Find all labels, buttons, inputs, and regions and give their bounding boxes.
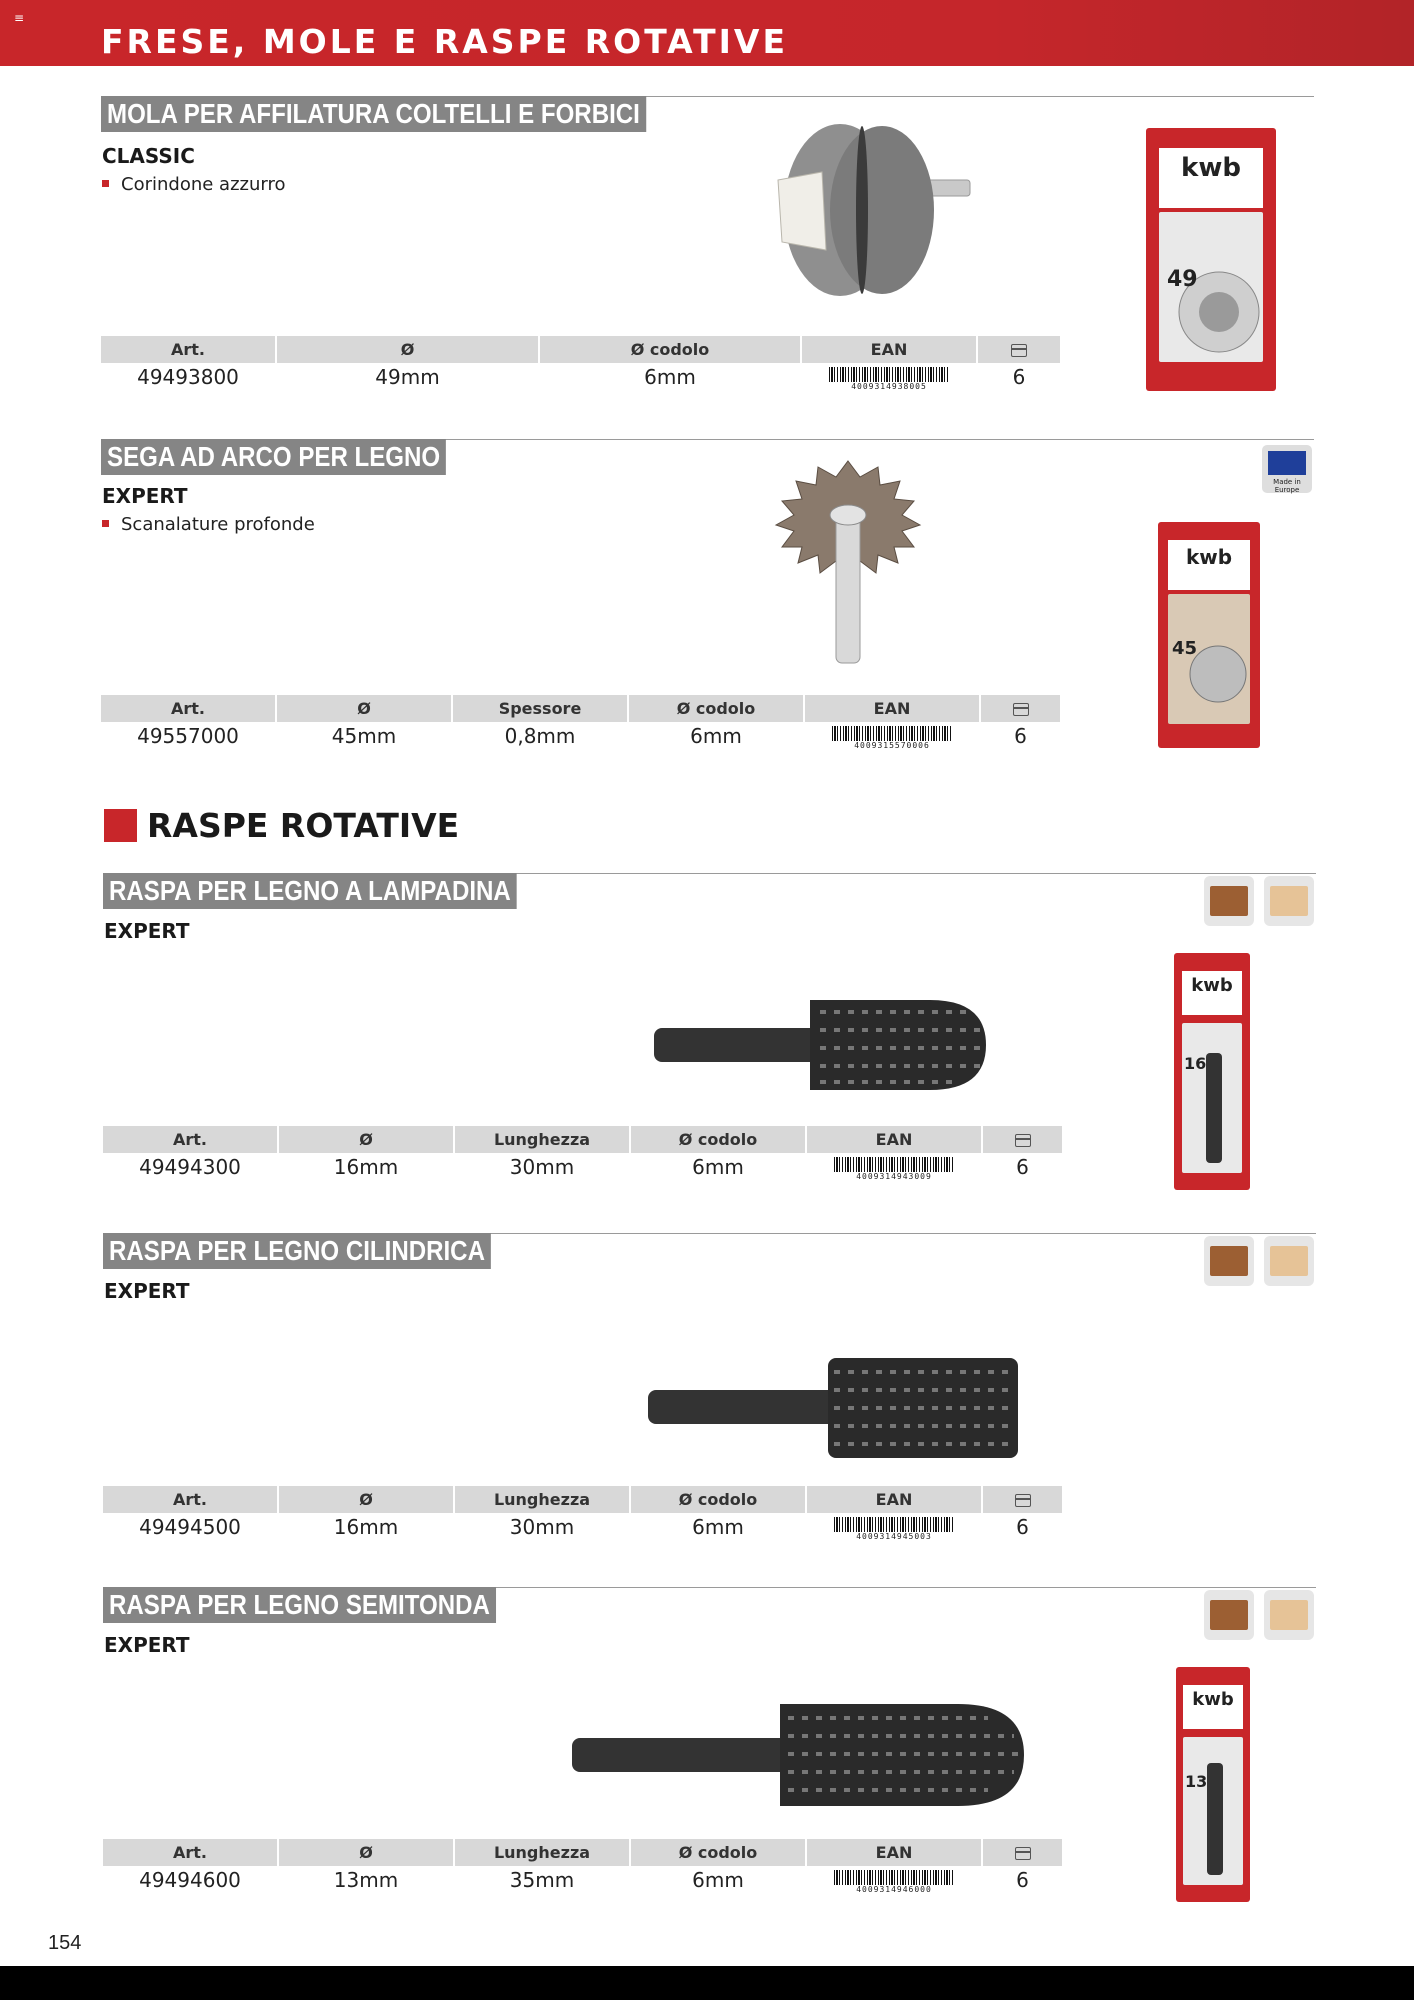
col-ean: EAN	[807, 1486, 981, 1513]
spec-value-row	[101, 363, 1060, 392]
ean-barcode: 4009314945003	[834, 1517, 954, 1541]
value-ean	[807, 1513, 981, 1542]
half-round-rasp-image	[568, 1700, 1028, 1810]
ean-barcode: 4009314938005	[829, 367, 949, 391]
header-bar	[0, 0, 1414, 66]
col-shank: Ø codolo	[629, 695, 803, 722]
bullet-icon	[102, 520, 109, 527]
value-pack-qty: 6	[1012, 365, 1026, 389]
ean-barcode: 4009314946000	[834, 1870, 954, 1894]
brand-logo: kwb	[1182, 971, 1243, 1015]
product-title: SEGA AD ARCO PER LEGNO	[101, 439, 446, 475]
value-diameter: 49mm	[375, 365, 440, 389]
package-product-icon	[1182, 1023, 1242, 1173]
page-title: FRESE, MOLE E RASPE ROTATIVE	[101, 22, 789, 61]
product-line: CLASSIC	[102, 144, 195, 168]
brand-logo: kwb	[1183, 1685, 1242, 1729]
spec-header-row	[103, 1126, 1062, 1153]
spec-value-row	[103, 1513, 1062, 1542]
col-thickness: Spessore	[453, 695, 627, 722]
value-art: 49493800	[137, 365, 239, 389]
section-marker	[104, 809, 137, 842]
value-art: 49494500	[139, 1515, 241, 1539]
package-window	[1183, 1737, 1242, 1885]
spec-table	[103, 1839, 1062, 1895]
col-ean: EAN	[807, 1839, 981, 1866]
value-diameter: 16mm	[333, 1155, 399, 1179]
package-window	[1168, 594, 1250, 724]
svg-text:45: 45	[1172, 638, 1198, 659]
brand-logo: kwb	[1159, 148, 1263, 208]
value-thickness: 0,8mm	[504, 724, 576, 748]
value-length: 30mm	[509, 1155, 575, 1179]
value-shank: 6mm	[692, 1155, 744, 1179]
spec-table	[103, 1486, 1062, 1542]
value-length: 30mm	[509, 1515, 575, 1539]
hardwood-icon	[1204, 1590, 1254, 1640]
product-title: MOLA PER AFFILATURA COLTELLI E FORBICI	[101, 96, 646, 132]
value-pack-qty: 6	[1016, 1868, 1029, 1892]
col-diameter: Ø	[277, 336, 538, 363]
spec-header-row	[103, 1486, 1062, 1513]
col-pack	[981, 695, 1060, 722]
col-diameter: Ø	[279, 1486, 453, 1513]
feature-item	[102, 174, 285, 196]
col-length: Lunghezza	[455, 1486, 629, 1513]
made-in-europe-badge: Made in Europe	[1262, 445, 1312, 493]
spec-header-row	[101, 336, 1060, 363]
product-package	[1146, 128, 1276, 391]
package-box-icon	[1013, 703, 1029, 716]
value-shank: 6mm	[692, 1515, 744, 1539]
value-ean	[805, 722, 979, 751]
feature-text: Corindone azzurro	[121, 174, 286, 195]
value-diameter: 16mm	[333, 1515, 399, 1539]
bullet-icon	[102, 180, 109, 187]
package-product-icon	[1183, 1737, 1243, 1885]
spec-table	[101, 336, 1060, 392]
product-package	[1158, 522, 1260, 748]
spec-table	[101, 695, 1060, 751]
col-shank: Ø codolo	[540, 336, 800, 363]
footer-bar	[0, 1966, 1414, 2000]
product-line: EXPERT	[104, 919, 190, 943]
value-shank: 6mm	[644, 365, 696, 389]
product-title: RASPA PER LEGNO CILINDRICA	[103, 1233, 491, 1269]
package-box-icon	[1011, 344, 1027, 357]
value-ean	[807, 1866, 981, 1895]
value-diameter: 13mm	[333, 1868, 399, 1892]
package-window	[1159, 212, 1263, 362]
package-box-icon	[1015, 1847, 1031, 1860]
hardwood-icon	[1204, 876, 1254, 926]
brand-logo: kwb	[1168, 540, 1250, 590]
value-shank: 6mm	[690, 724, 742, 748]
col-art: Art.	[101, 695, 275, 722]
col-art: Art.	[103, 1486, 277, 1513]
product-title: RASPA PER LEGNO A LAMPADINA	[103, 873, 517, 909]
col-length: Lunghezza	[455, 1126, 629, 1153]
col-shank: Ø codolo	[631, 1126, 805, 1153]
value-art: 49557000	[137, 724, 239, 748]
bulb-rasp-image	[650, 990, 990, 1100]
value-ean	[802, 363, 976, 392]
page-number: 154	[48, 1932, 82, 1954]
section-title: RASPE ROTATIVE	[147, 806, 460, 845]
col-pack	[983, 1486, 1062, 1513]
value-diameter: 45mm	[331, 724, 397, 748]
package-window	[1182, 1023, 1243, 1173]
eu-flag-icon	[1268, 451, 1306, 475]
svg-text:49: 49	[1167, 267, 1198, 292]
feature-text: Scanalature profonde	[121, 514, 315, 535]
col-art: Art.	[103, 1839, 277, 1866]
spec-value-row	[103, 1153, 1062, 1182]
value-art: 49494300	[139, 1155, 241, 1179]
hardwood-icon	[1204, 1236, 1254, 1286]
product-title: RASPA PER LEGNO SEMITONDA	[103, 1587, 496, 1623]
cylinder-rasp-image	[644, 1354, 1024, 1464]
svg-text:13: 13	[1185, 1772, 1208, 1791]
product-line: EXPERT	[104, 1279, 190, 1303]
col-art: Art.	[101, 336, 275, 363]
hamburger-icon[interactable]: ≡	[14, 11, 25, 25]
grinding-wheel-image	[770, 110, 980, 320]
col-diameter: Ø	[279, 1839, 453, 1866]
col-shank: Ø codolo	[631, 1486, 805, 1513]
package-product-icon	[1159, 212, 1263, 362]
col-shank: Ø codolo	[631, 1839, 805, 1866]
value-shank: 6mm	[692, 1868, 744, 1892]
col-ean: EAN	[805, 695, 979, 722]
col-length: Lunghezza	[455, 1839, 629, 1866]
value-pack-qty: 6	[1014, 724, 1027, 748]
product-line: EXPERT	[104, 1633, 190, 1657]
product-package	[1174, 953, 1250, 1190]
value-pack-qty: 6	[1016, 1515, 1029, 1539]
value-pack-qty: 6	[1016, 1155, 1029, 1179]
spec-value-row	[101, 722, 1060, 751]
ean-barcode: 4009315570006	[832, 726, 952, 750]
col-diameter: Ø	[279, 1126, 453, 1153]
spec-value-row	[103, 1866, 1062, 1895]
package-product-icon	[1168, 594, 1250, 724]
svg-text:16: 16	[1183, 1054, 1206, 1073]
feature-item	[102, 514, 315, 536]
col-ean: EAN	[802, 336, 976, 363]
softwood-icon	[1264, 1236, 1314, 1286]
value-length: 35mm	[509, 1868, 575, 1892]
col-diameter: Ø	[277, 695, 451, 722]
package-box-icon	[1015, 1494, 1031, 1507]
ean-barcode: 4009314943009	[834, 1157, 954, 1181]
col-pack	[978, 336, 1060, 363]
product-line: EXPERT	[102, 484, 188, 508]
col-art: Art.	[103, 1126, 277, 1153]
col-pack	[983, 1839, 1062, 1866]
saw-blade-image	[748, 455, 948, 675]
col-ean: EAN	[807, 1126, 981, 1153]
product-package	[1176, 1667, 1250, 1902]
value-art: 49494600	[139, 1868, 241, 1892]
spec-header-row	[101, 695, 1060, 722]
softwood-icon	[1264, 1590, 1314, 1640]
spec-header-row	[103, 1839, 1062, 1866]
spec-table	[103, 1126, 1062, 1182]
package-box-icon	[1015, 1134, 1031, 1147]
softwood-icon	[1264, 876, 1314, 926]
col-pack	[983, 1126, 1062, 1153]
value-ean	[807, 1153, 981, 1182]
